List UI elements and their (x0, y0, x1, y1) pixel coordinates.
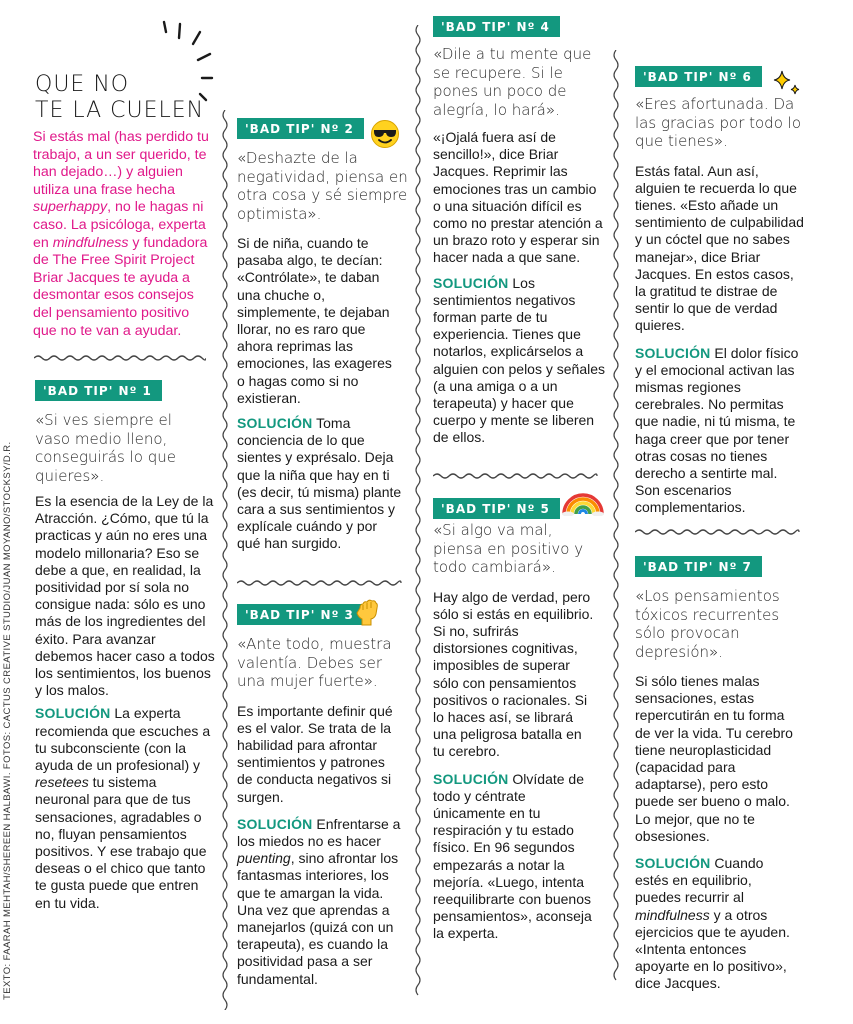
tip-2 (237, 118, 409, 553)
tip-tag: 'BAD TIP' Nº 4 (433, 16, 560, 37)
tip-5 (433, 498, 608, 943)
tip-tag: 'BAD TIP' Nº 5 (433, 498, 560, 519)
solution-label: SOLUCIÓN (433, 274, 509, 291)
column-separator-wave (414, 25, 422, 1010)
solution-label: SOLUCIÓN (35, 705, 111, 722)
wave-divider (237, 579, 402, 587)
rainbow-emoji-icon (561, 490, 605, 516)
tip-quote: «Los pensamientos tóxicos recurrentes sólo provocan depresión». (635, 587, 780, 661)
tip-7 (635, 556, 810, 993)
tip-solution: SOLUCIÓN Los sentimientos negativos forman parte de tu experiencia. Tienes que notarlos, explicárselos a alguien con pelos y señales (a una amiga o a un terapeuta) y hacer que cuerpo y mente se liberen de ellos. (433, 274, 606, 446)
wave-divider (34, 354, 206, 362)
solution-label: SOLUCIÓN (433, 770, 509, 787)
tip-quote: «Dile a tu mente que se recupere. Si le pones un poco de alegría, lo hará». (433, 45, 592, 119)
photo-credit: TEXTO: FAARAH MEHTAH/SHEREEN HALBAWI. FOTOS: CACTUS CREATIVE STUDIO/JUAN MOYANO/STOCKSY/D.R. (2, 441, 13, 1000)
tip-body: Si de niña, cuando te pasaba algo, te decían: «Contrólate», te daban una chuche o, simplemente, te dejaban llorar, no es raro que ahora reprimas las emociones, las exageres o hagas como si no existieran. (237, 235, 392, 406)
intro-paragraph: Si estás mal (has perdido tu trabajo, a un ser querido, te han dejado…) y alguien utiliza una frase hecha superhappy, no le hagas ni caso. La psicóloga, experta en mindfulness y fundadora de The Free Spirit Project Briar Jacques te ayuda a desmontar esos consejos del pensamiento positivo que no te van a ayudar. (33, 129, 209, 339)
solution-label: SOLUCIÓN (237, 815, 313, 832)
wave-divider (433, 472, 598, 480)
wave-divider (635, 528, 800, 536)
tip-4 (433, 16, 608, 447)
tip-body: Es la esencia de la Ley de la Atracción. ¿Cómo, que tú la practicas y aún no eres una modelo millonaria? Eso se debe a que, en realidad, la positividad por sí sola no consigue nada: sólo es uno más de los ingredientes del éxito. Para avanzar debemos hacer caso a todos los sentimientos, los buenos y los malos. (35, 493, 215, 699)
tip-6 (635, 66, 810, 517)
tip-tag: 'BAD TIP' Nº 6 (635, 66, 762, 87)
tip-solution: SOLUCIÓN Olvídate de todo y céntrate únicamente en tu respiración y tu estado físico. En 96 segundos empezarás a notar la mejoría. «Luego, intenta reequilibrarte con buenos pensamientos», aconseja la experta. (433, 770, 592, 942)
tip-body: Hay algo de verdad, pero sólo si estás en equilibrio. Si no, sufrirás distorsiones cognitivas, imposibles de superar sólo con pensamientos positivos o racionales. Si lo haces así, se librará una peligrosa batalla en tu cerebro. (433, 588, 594, 760)
column-separator-wave (612, 50, 620, 1010)
sunglasses-emoji-icon (370, 119, 400, 149)
tip-solution: SOLUCIÓN Cuando estés en equilibrio, puedes recurrir al mindfulness y a otros ejercicios que te ayuden. «Intenta entonces apoyarte en lo positivo», dice Jacques. (635, 855, 790, 992)
tip-tag: 'BAD TIP' Nº 2 (237, 118, 364, 139)
tip-3 (237, 604, 409, 988)
tip-1 (35, 380, 215, 912)
tip-quote: «Si ves siempre el vaso medio lleno, conseguirás lo que quieres». (35, 411, 176, 485)
solution-label: SOLUCIÓN (237, 415, 313, 432)
tip-quote: «Si algo va mal, piensa en positivo y todo cambiará». (433, 521, 584, 576)
raised-fist-emoji-icon (354, 598, 380, 626)
tip-solution: SOLUCIÓN El dolor físico y el emocional activan las mismas regiones cerebrales. No permitas que nadie, ni tú misma, te haga creer que por tener otras cosas no tienes derecho a sentirte mal. Son escenarios complementarios. (635, 344, 799, 516)
sparkles-emoji-icon (770, 68, 802, 100)
solution-label: SOLUCIÓN (635, 855, 711, 872)
solution-label: SOLUCIÓN (635, 344, 711, 361)
tip-quote: «Ante todo, muestra valentía. Debes ser una mujer fuerte». (237, 635, 392, 690)
tip-tag: 'BAD TIP' Nº 1 (35, 380, 162, 401)
tip-body: Si sólo tienes malas sensaciones, estas repercutirán en tu forma de ver la vida. Tu cerebro tiene neuroplasticidad (capacidad para adaptarse), pero esto puede ser bueno o malo. Lo mejor, que no te obsesiones. (635, 673, 793, 844)
tip-body: «¡Ojalá fuera así de sencillo!», dice Briar Jacques. Reprimir las emociones tras un cambio o una situación difícil es como no prestar atención a un brazo roto y esperar sin hacer nada a que sane. (433, 129, 603, 266)
tip-solution: SOLUCIÓN Toma conciencia de lo que sientes y exprésalo. Deja que la niña que hay en ti (es decir, tú misma) plante cara a sus sentimientos y explícale cuándo y por qué han surgido. (237, 415, 402, 552)
page-title: QUE NO TE LA CUELEN (35, 72, 205, 123)
tip-solution: SOLUCIÓN Enfrentarse a los miedos no es hacer puenting, sino afrontar los fantasmas interiores, los que te amargan la vida. Una vez que aprendas a manejarlos (quizá con un terapeuta), es cuando la positividad pasa a ser fundamental. (237, 815, 401, 987)
tip-body: Estás fatal. Aun así, alguien te recuerda lo que tienes. «Esto añade un sentimiento de culpabilidad y un cóctel que no sabes manejar», dice Briar Jacques. En estos casos, la gratitud te distrae de sentir lo que de verdad quieres. (635, 162, 804, 334)
tip-solution: SOLUCIÓN La experta recomienda que escuches a tu subconsciente (con la ayuda de un profesional) y resetees tu sistema neuronal para que de tus sensaciones, agradables o no, fluyan pensamientos positivos. Y ese trabajo que deseas o el chico que tanto te gusta puede que entren en tu vida. (35, 705, 211, 911)
tip-tag: 'BAD TIP' Nº 3 (237, 604, 364, 625)
tip-quote: «Deshazte de la negatividad, piensa en otra cosa y sé siempre optimista». (237, 149, 408, 223)
tip-quote: «Eres afortunada. Da las gracias por todo lo que tienes». (635, 95, 801, 150)
tip-tag: 'BAD TIP' Nº 7 (635, 556, 762, 577)
column-separator-wave (221, 110, 229, 1010)
tip-body: Es importante definir qué es el valor. Se trata de la habilidad para afrontar sentimientos y patrones de conducta negativos si surgen. (237, 702, 393, 805)
